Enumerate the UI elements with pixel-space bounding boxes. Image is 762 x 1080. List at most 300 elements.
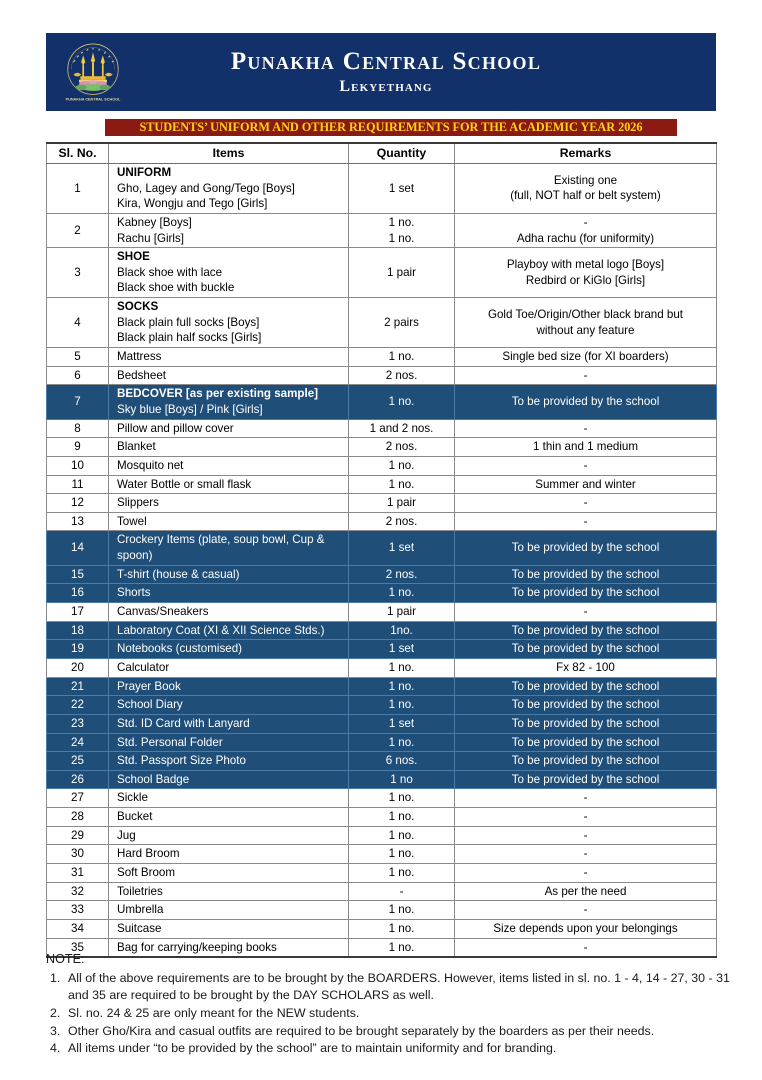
cell-sl-no bbox=[47, 385, 109, 419]
cell-remarks bbox=[455, 733, 717, 752]
cell-remarks-line: - bbox=[583, 496, 588, 510]
cell-remarks-line: To be provided by the school bbox=[511, 754, 660, 768]
cell-items bbox=[109, 677, 349, 696]
cell-quantity bbox=[349, 366, 455, 385]
cell-items-line: Std. ID Card with Lanyard bbox=[117, 716, 250, 730]
cell-remarks-line: Playboy with metal logo [Boys] bbox=[506, 258, 665, 272]
sl-no-value: 8 bbox=[74, 421, 81, 435]
requirements-table bbox=[46, 142, 717, 958]
table-row bbox=[47, 901, 717, 920]
cell-quantity-line: 1 no. bbox=[388, 660, 415, 674]
cell-items-line: Std. Personal Folder bbox=[117, 735, 223, 749]
cell-items-line: Laboratory Coat (XI & XII Science Stds.) bbox=[117, 623, 325, 637]
cell-sl-no bbox=[47, 164, 109, 214]
cell-remarks bbox=[455, 863, 717, 882]
cell-remarks-line: Existing one bbox=[553, 173, 618, 187]
table-row bbox=[47, 366, 717, 385]
note-item bbox=[46, 970, 736, 1005]
cell-remarks-line: - bbox=[583, 514, 588, 528]
table-row bbox=[47, 845, 717, 864]
cell-items-line: Canvas/Sneakers bbox=[117, 605, 209, 619]
cell-remarks bbox=[455, 845, 717, 864]
cell-quantity bbox=[349, 863, 455, 882]
cell-quantity-line: 1 no. bbox=[388, 477, 415, 491]
cell-items-line: SOCKS bbox=[117, 300, 159, 314]
sl-no-value: 23 bbox=[71, 716, 84, 730]
table-header bbox=[47, 143, 717, 164]
cell-items-line: Black plain half socks [Girls] bbox=[117, 331, 262, 345]
note-item bbox=[46, 1023, 736, 1041]
cell-remarks-line: - bbox=[583, 865, 588, 879]
cell-sl-no bbox=[47, 640, 109, 659]
column-header-items: Items bbox=[109, 143, 349, 164]
cell-sl-no bbox=[47, 770, 109, 789]
cell-items-line: Prayer Book bbox=[117, 679, 181, 693]
cell-items-line: Black shoe with lace bbox=[117, 265, 223, 279]
sl-no-value: 5 bbox=[74, 350, 81, 364]
cell-remarks-line: - bbox=[583, 903, 588, 917]
cell-remarks bbox=[455, 494, 717, 513]
cell-remarks-line: To be provided by the school bbox=[511, 541, 660, 555]
cell-items-line: School Diary bbox=[117, 698, 183, 712]
cell-items bbox=[109, 696, 349, 715]
cell-items-line: Black shoe with buckle bbox=[117, 281, 235, 295]
cell-remarks bbox=[455, 789, 717, 808]
cell-items bbox=[109, 770, 349, 789]
school-title-block bbox=[130, 48, 716, 96]
column-header-quantity: Quantity bbox=[349, 143, 455, 164]
cell-quantity bbox=[349, 512, 455, 531]
table-row bbox=[47, 438, 717, 457]
sl-no-value: 21 bbox=[71, 679, 84, 693]
cell-remarks-line: - bbox=[583, 215, 588, 229]
logo-caption: PUNAKHA CENTRAL SCHOOL bbox=[65, 97, 121, 102]
cell-quantity bbox=[349, 348, 455, 367]
cell-sl-no bbox=[47, 845, 109, 864]
cell-quantity bbox=[349, 826, 455, 845]
cell-remarks-line: Fx 82 - 100 bbox=[556, 660, 615, 674]
table-row bbox=[47, 733, 717, 752]
sl-no-value: 11 bbox=[71, 477, 84, 491]
table-row bbox=[47, 298, 717, 348]
notes-section bbox=[46, 951, 736, 1058]
cell-quantity-line: 1 pair bbox=[386, 605, 416, 619]
cell-remarks bbox=[455, 714, 717, 733]
cell-quantity bbox=[349, 752, 455, 771]
cell-items-line: SHOE bbox=[117, 250, 150, 264]
cell-items bbox=[109, 621, 349, 640]
cell-sl-no bbox=[47, 512, 109, 531]
cell-sl-no bbox=[47, 919, 109, 938]
cell-quantity-line: 1 no. bbox=[388, 586, 415, 600]
cell-remarks bbox=[455, 770, 717, 789]
sl-no-value: 12 bbox=[71, 496, 84, 510]
cell-quantity-line: 6 nos. bbox=[385, 754, 418, 768]
cell-items bbox=[109, 438, 349, 457]
cell-sl-no bbox=[47, 603, 109, 622]
table-row bbox=[47, 696, 717, 715]
table-row bbox=[47, 531, 717, 565]
cell-quantity bbox=[349, 658, 455, 677]
cell-items-line: Kabney [Boys] bbox=[117, 215, 192, 229]
cell-remarks-line: - bbox=[583, 810, 588, 824]
table-row bbox=[47, 494, 717, 513]
cell-sl-no bbox=[47, 584, 109, 603]
note-text: Other Gho/Kira and casual outfits are required to be brought separately by the boarders as per their needs. bbox=[68, 1023, 655, 1038]
table-row bbox=[47, 752, 717, 771]
cell-remarks bbox=[455, 603, 717, 622]
sl-no-value: 34 bbox=[71, 921, 84, 935]
cell-quantity-line: 1 no. bbox=[388, 215, 415, 229]
cell-quantity bbox=[349, 385, 455, 419]
cell-remarks-line: - bbox=[583, 847, 588, 861]
cell-quantity-line: 1 no. bbox=[388, 921, 415, 935]
cell-remarks bbox=[455, 164, 717, 214]
cell-remarks-line: Redbird or KiGlo [Girls] bbox=[525, 273, 646, 287]
cell-sl-no bbox=[47, 752, 109, 771]
note-item bbox=[46, 1040, 736, 1058]
cell-quantity bbox=[349, 808, 455, 827]
cell-items bbox=[109, 419, 349, 438]
cell-sl-no bbox=[47, 213, 109, 247]
cell-remarks-line: 1 thin and 1 medium bbox=[532, 440, 639, 454]
cell-remarks-line: To be provided by the school bbox=[511, 716, 660, 730]
cell-quantity bbox=[349, 298, 455, 348]
document-title-banner bbox=[105, 119, 677, 136]
cell-remarks-line: - bbox=[583, 828, 588, 842]
cell-sl-no bbox=[47, 714, 109, 733]
cell-items-line: Soft Broom bbox=[117, 865, 175, 879]
cell-remarks bbox=[455, 475, 717, 494]
table-row bbox=[47, 584, 717, 603]
cell-quantity-line: 1 pair bbox=[386, 265, 416, 279]
sl-no-value: 28 bbox=[71, 810, 84, 824]
cell-items bbox=[109, 733, 349, 752]
cell-items bbox=[109, 826, 349, 845]
cell-quantity-line: 1 set bbox=[388, 541, 415, 555]
cell-quantity bbox=[349, 531, 455, 565]
cell-remarks bbox=[455, 565, 717, 584]
cell-quantity bbox=[349, 438, 455, 457]
cell-quantity-line: 1 no. bbox=[388, 791, 415, 805]
cell-items-line: Rachu [Girls] bbox=[117, 231, 185, 245]
cell-quantity bbox=[349, 882, 455, 901]
cell-items-line: Hard Broom bbox=[117, 847, 180, 861]
cell-items-line: Crockery Items (plate, soup bowl, Cup & bbox=[117, 533, 325, 547]
cell-remarks bbox=[455, 348, 717, 367]
sl-no-value: 10 bbox=[71, 458, 84, 472]
cell-items-line: Shorts bbox=[117, 586, 151, 600]
cell-remarks bbox=[455, 438, 717, 457]
cell-items-line: Bucket bbox=[117, 810, 153, 824]
cell-quantity-line: 1 no. bbox=[388, 865, 415, 879]
cell-sl-no bbox=[47, 863, 109, 882]
cell-quantity-line: 1 no. bbox=[388, 231, 415, 245]
cell-items-line: Bedsheet bbox=[117, 368, 166, 382]
cell-items-line: Jug bbox=[117, 828, 136, 842]
table-row bbox=[47, 475, 717, 494]
table-row bbox=[47, 456, 717, 475]
cell-remarks-line: To be provided by the school bbox=[511, 772, 660, 786]
sl-no-value: 33 bbox=[71, 903, 84, 917]
sl-no-value: 29 bbox=[71, 828, 84, 842]
cell-items bbox=[109, 752, 349, 771]
cell-quantity bbox=[349, 419, 455, 438]
cell-items-line: School Badge bbox=[117, 772, 190, 786]
cell-sl-no bbox=[47, 248, 109, 298]
cell-items-line: Bag for carrying/keeping books bbox=[117, 940, 277, 954]
cell-remarks bbox=[455, 808, 717, 827]
cell-items bbox=[109, 919, 349, 938]
cell-items-line: Notebooks (customised) bbox=[117, 642, 243, 656]
table-row bbox=[47, 677, 717, 696]
cell-items-line: Black plain full socks [Boys] bbox=[117, 315, 260, 329]
table-row bbox=[47, 164, 717, 214]
table-row bbox=[47, 882, 717, 901]
cell-quantity-line: 1 no. bbox=[388, 698, 415, 712]
cell-quantity-line: 1 no. bbox=[388, 810, 415, 824]
cell-remarks-line: To be provided by the school bbox=[511, 623, 660, 637]
cell-remarks-line: As per the need bbox=[544, 884, 627, 898]
cell-quantity-line: 1 no. bbox=[388, 735, 415, 749]
cell-items bbox=[109, 456, 349, 475]
table-row bbox=[47, 419, 717, 438]
cell-items-line: BEDCOVER [as per existing sample] bbox=[117, 387, 319, 401]
sl-no-value: 18 bbox=[71, 623, 84, 637]
cell-items-line: Kira, Wongju and Tego [Girls] bbox=[117, 197, 268, 211]
cell-remarks-line: Gold Toe/Origin/Other black brand but bbox=[487, 307, 684, 321]
cell-items-line: Calculator bbox=[117, 660, 170, 674]
cell-quantity bbox=[349, 677, 455, 696]
table-row bbox=[47, 348, 717, 367]
school-logo bbox=[56, 35, 130, 109]
cell-remarks-line: To be provided by the school bbox=[511, 395, 660, 409]
sl-no-value: 1 bbox=[74, 181, 81, 195]
cell-items-line: Blanket bbox=[117, 440, 156, 454]
cell-sl-no bbox=[47, 789, 109, 808]
cell-remarks-line: To be provided by the school bbox=[511, 735, 660, 749]
cell-items bbox=[109, 808, 349, 827]
sl-no-value: 24 bbox=[71, 735, 84, 749]
column-header-remarks: Remarks bbox=[455, 143, 717, 164]
cell-items-line: T-shirt (house & casual) bbox=[117, 567, 240, 581]
cell-items bbox=[109, 789, 349, 808]
cell-quantity bbox=[349, 565, 455, 584]
cell-remarks-line: To be provided by the school bbox=[511, 698, 660, 712]
cell-remarks bbox=[455, 621, 717, 640]
cell-remarks bbox=[455, 584, 717, 603]
cell-remarks-line: - bbox=[583, 605, 588, 619]
note-number: 2. bbox=[50, 1006, 61, 1021]
cell-remarks bbox=[455, 248, 717, 298]
cell-remarks bbox=[455, 512, 717, 531]
cell-items-line: Slippers bbox=[117, 496, 159, 510]
cell-sl-no bbox=[47, 882, 109, 901]
note-text: Sl. no. 24 & 25 are only meant for the NEW students. bbox=[68, 1006, 360, 1021]
cell-sl-no bbox=[47, 419, 109, 438]
cell-remarks bbox=[455, 531, 717, 565]
sl-no-value: 7 bbox=[74, 395, 81, 409]
cell-items-line: UNIFORM bbox=[117, 166, 172, 179]
cell-sl-no bbox=[47, 565, 109, 584]
cell-quantity bbox=[349, 919, 455, 938]
cell-items bbox=[109, 366, 349, 385]
cell-quantity-line: 1 no bbox=[390, 772, 413, 786]
table-row bbox=[47, 863, 717, 882]
cell-items bbox=[109, 385, 349, 419]
column-header-sl-no: Sl. No. bbox=[47, 143, 109, 164]
table-row bbox=[47, 512, 717, 531]
cell-sl-no bbox=[47, 826, 109, 845]
cell-quantity-line: 1 no. bbox=[388, 940, 415, 954]
cell-quantity-line: 1 no. bbox=[388, 679, 415, 693]
school-location: Lekyethang bbox=[339, 78, 433, 96]
cell-items bbox=[109, 863, 349, 882]
table-row bbox=[47, 808, 717, 827]
table-row bbox=[47, 248, 717, 298]
cell-items-line: Water Bottle or small flask bbox=[117, 477, 252, 491]
table-row bbox=[47, 565, 717, 584]
cell-items-line: Sky blue [Boys] / Pink [Girls] bbox=[117, 402, 263, 416]
table-row bbox=[47, 919, 717, 938]
cell-items bbox=[109, 901, 349, 920]
cell-items bbox=[109, 603, 349, 622]
cell-quantity-line: 1 pair bbox=[386, 496, 416, 510]
cell-items-line: Std. Passport Size Photo bbox=[117, 754, 246, 768]
cell-remarks bbox=[455, 826, 717, 845]
cell-quantity-line: - bbox=[399, 884, 404, 898]
cell-remarks bbox=[455, 882, 717, 901]
cell-remarks-line: - bbox=[583, 458, 588, 472]
cell-remarks bbox=[455, 696, 717, 715]
cell-quantity-line: 1 no. bbox=[388, 458, 415, 472]
table-row bbox=[47, 603, 717, 622]
cell-quantity-line: 1 no. bbox=[388, 350, 415, 364]
note-text: All items under “to be provided by the school” are to maintain uniformity and for branding. bbox=[68, 1041, 557, 1056]
cell-sl-no bbox=[47, 475, 109, 494]
cell-quantity-line: 2 nos. bbox=[385, 440, 418, 454]
cell-items bbox=[109, 882, 349, 901]
sl-no-value: 3 bbox=[74, 265, 81, 279]
cell-quantity-line: 2 nos. bbox=[385, 514, 418, 528]
cell-quantity bbox=[349, 714, 455, 733]
cell-remarks bbox=[455, 366, 717, 385]
cell-sl-no bbox=[47, 366, 109, 385]
cell-items-line: Toiletries bbox=[117, 884, 163, 898]
cell-items-line: Umbrella bbox=[117, 903, 164, 917]
cell-remarks-line: To be provided by the school bbox=[511, 567, 660, 581]
table-row bbox=[47, 621, 717, 640]
note-text: All of the above requirements are to be brought by the BOARDERS. However, items listed in sl. no. 1 - 4, 14 - 27, 30 - 31 and 35 are required to be brought by the DAY SCHOLARS as well. bbox=[68, 970, 730, 1003]
table-row bbox=[47, 770, 717, 789]
cell-sl-no bbox=[47, 348, 109, 367]
cell-items-line: Sickle bbox=[117, 791, 148, 805]
cell-items bbox=[109, 298, 349, 348]
cell-remarks bbox=[455, 456, 717, 475]
sl-no-value: 22 bbox=[71, 698, 84, 712]
cell-quantity bbox=[349, 770, 455, 789]
cell-remarks-line: - bbox=[583, 421, 588, 435]
cell-items-line: Mattress bbox=[117, 350, 162, 364]
sl-no-value: 35 bbox=[71, 940, 84, 954]
cell-items bbox=[109, 512, 349, 531]
cell-items-line: Towel bbox=[117, 514, 147, 528]
cell-remarks bbox=[455, 298, 717, 348]
sl-no-value: 26 bbox=[71, 772, 84, 786]
cell-items bbox=[109, 845, 349, 864]
cell-items bbox=[109, 584, 349, 603]
sl-no-value: 30 bbox=[71, 847, 84, 861]
note-number: 4. bbox=[50, 1041, 61, 1056]
note-number: 1. bbox=[50, 970, 61, 985]
cell-quantity-line: 1 no. bbox=[388, 395, 415, 409]
cell-items-line: spoon) bbox=[117, 549, 153, 563]
cell-items-line: Pillow and pillow cover bbox=[117, 421, 234, 435]
cell-quantity bbox=[349, 164, 455, 214]
cell-quantity bbox=[349, 584, 455, 603]
cell-quantity-line: 1 and 2 nos. bbox=[369, 421, 434, 435]
cell-remarks-line: (full, NOT half or belt system) bbox=[510, 189, 661, 203]
cell-sl-no bbox=[47, 494, 109, 513]
sl-no-value: 16 bbox=[71, 586, 84, 600]
cell-quantity-line: 1 set bbox=[388, 642, 415, 656]
cell-sl-no bbox=[47, 621, 109, 640]
cell-items bbox=[109, 213, 349, 247]
cell-remarks-line: - bbox=[583, 368, 588, 382]
cell-quantity bbox=[349, 901, 455, 920]
cell-quantity bbox=[349, 213, 455, 247]
sl-no-value: 9 bbox=[74, 440, 81, 454]
cell-items bbox=[109, 658, 349, 677]
cell-remarks-line: To be provided by the school bbox=[511, 679, 660, 693]
cell-sl-no bbox=[47, 733, 109, 752]
note-number: 3. bbox=[50, 1023, 61, 1038]
cell-quantity bbox=[349, 603, 455, 622]
sl-no-value: 17 bbox=[71, 605, 84, 619]
cell-remarks bbox=[455, 658, 717, 677]
table-row bbox=[47, 640, 717, 659]
note-item bbox=[46, 1005, 736, 1023]
cell-items bbox=[109, 714, 349, 733]
cell-sl-no bbox=[47, 696, 109, 715]
cell-items bbox=[109, 565, 349, 584]
school-name: Punakha Central School bbox=[230, 48, 542, 76]
cell-items-line: Gho, Lagey and Gong/Tego [Boys] bbox=[117, 181, 295, 195]
cell-quantity-line: 1 set bbox=[388, 716, 415, 730]
table-row bbox=[47, 826, 717, 845]
cell-quantity-line: 2 nos. bbox=[385, 368, 418, 382]
document-title-text: STUDENTS’ UNIFORM AND OTHER REQUIREMENTS FOR THE ACADEMIC YEAR 2026 bbox=[139, 120, 643, 134]
table-body bbox=[47, 164, 717, 958]
cell-remarks bbox=[455, 213, 717, 247]
cell-items bbox=[109, 248, 349, 298]
cell-items bbox=[109, 164, 349, 214]
cell-remarks-line: Single bed size (for XI boarders) bbox=[502, 350, 669, 364]
cell-items bbox=[109, 494, 349, 513]
sl-no-value: 20 bbox=[71, 660, 84, 674]
notes-heading: NOTE: bbox=[46, 952, 85, 966]
table-header-row bbox=[47, 143, 717, 164]
cell-remarks-line: - bbox=[583, 791, 588, 805]
sl-no-value: 15 bbox=[71, 567, 84, 581]
sl-no-value: 31 bbox=[71, 865, 84, 879]
cell-quantity-line: 1 no. bbox=[388, 903, 415, 917]
cell-quantity bbox=[349, 621, 455, 640]
cell-quantity bbox=[349, 248, 455, 298]
sl-no-value: 4 bbox=[74, 315, 81, 329]
sl-no-value: 25 bbox=[71, 754, 84, 768]
cell-remarks-line: To be provided by the school bbox=[511, 642, 660, 656]
